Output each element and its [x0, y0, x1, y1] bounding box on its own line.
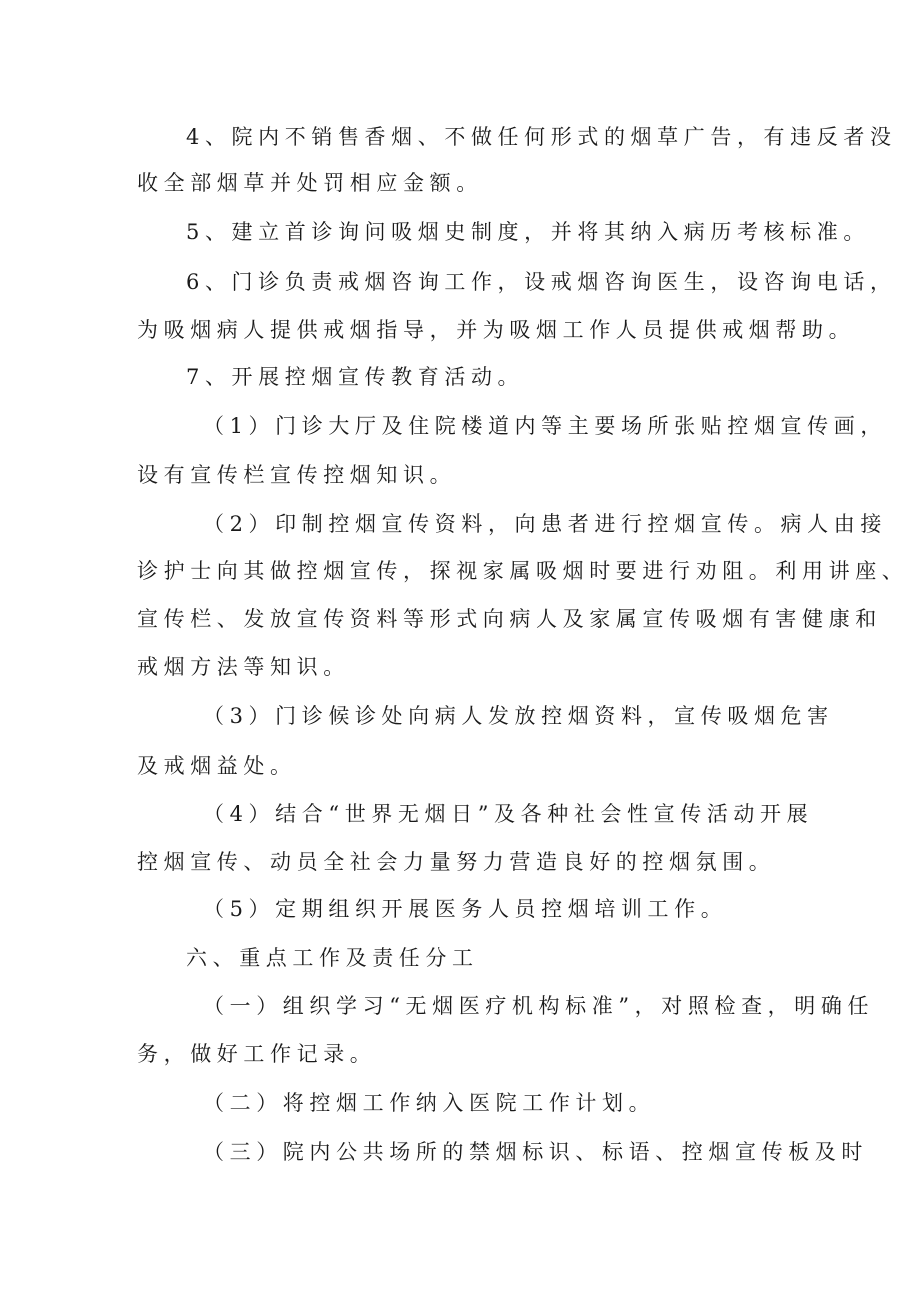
- paragraph-line: （三）院内公共场所的禁烟标识、标语、控烟宣传板及时: [203, 1140, 868, 1164]
- paragraph-line: （1）门诊大厅及住院楼道内等主要场所张贴控烟宣传画，: [203, 414, 887, 438]
- paragraph-line: 6、门诊负责戒烟咨询工作，设戒烟咨询医生，设咨询电话，: [186, 270, 897, 294]
- paragraph-line: （4）结合“世界无烟日”及各种社会性宣传活动开展: [203, 802, 814, 826]
- paragraph-line: 为吸烟病人提供戒烟指导，并为吸烟工作人员提供戒烟帮助。: [137, 318, 856, 342]
- paragraph-line: （二）将控烟工作纳入医院工作计划。: [203, 1091, 656, 1115]
- paragraph-line: 设有宣传栏宣传控烟知识。: [137, 463, 457, 487]
- paragraph-line: 诊护士向其做控烟宣传，探视家属吸烟时要进行劝阻。利用讲座、: [137, 559, 909, 583]
- paragraph-line: （一）组织学习“无烟医疗机构标准”，对照检查，明确任: [203, 994, 875, 1018]
- paragraph-line: 5、建立首诊询问吸烟史制度，并将其纳入病历考核标准。: [186, 220, 870, 244]
- paragraph-line: 务，做好工作记录。: [137, 1042, 377, 1066]
- paragraph-line: 及戒烟益处。: [137, 754, 297, 778]
- paragraph-line: 控烟宣传、动员全社会力量努力营造良好的控烟氛围。: [137, 850, 776, 874]
- paragraph-line: （3）门诊候诊处向病人发放控烟资料，宣传吸烟危害: [203, 704, 834, 728]
- paragraph-line: 4、院内不销售香烟、不做任何形式的烟草广告，有违反者没: [186, 125, 897, 149]
- paragraph-line: （2）印制控烟宣传资料，向患者进行控烟宣传。病人由接: [203, 512, 887, 536]
- paragraph-line: （5）定期组织开展医务人员控烟培训工作。: [203, 897, 728, 921]
- paragraph-line: 戒烟方法等知识。: [137, 655, 350, 679]
- section-heading-six: 六、重点工作及责任分工: [186, 946, 479, 970]
- paragraph-line: 7、开展控烟宣传教育活动。: [186, 365, 525, 389]
- paragraph-line: 宣传栏、发放宣传资料等形式向病人及家属宣传吸烟有害健康和: [137, 607, 882, 631]
- paragraph-line: 收全部烟草并处罚相应金额。: [137, 171, 483, 195]
